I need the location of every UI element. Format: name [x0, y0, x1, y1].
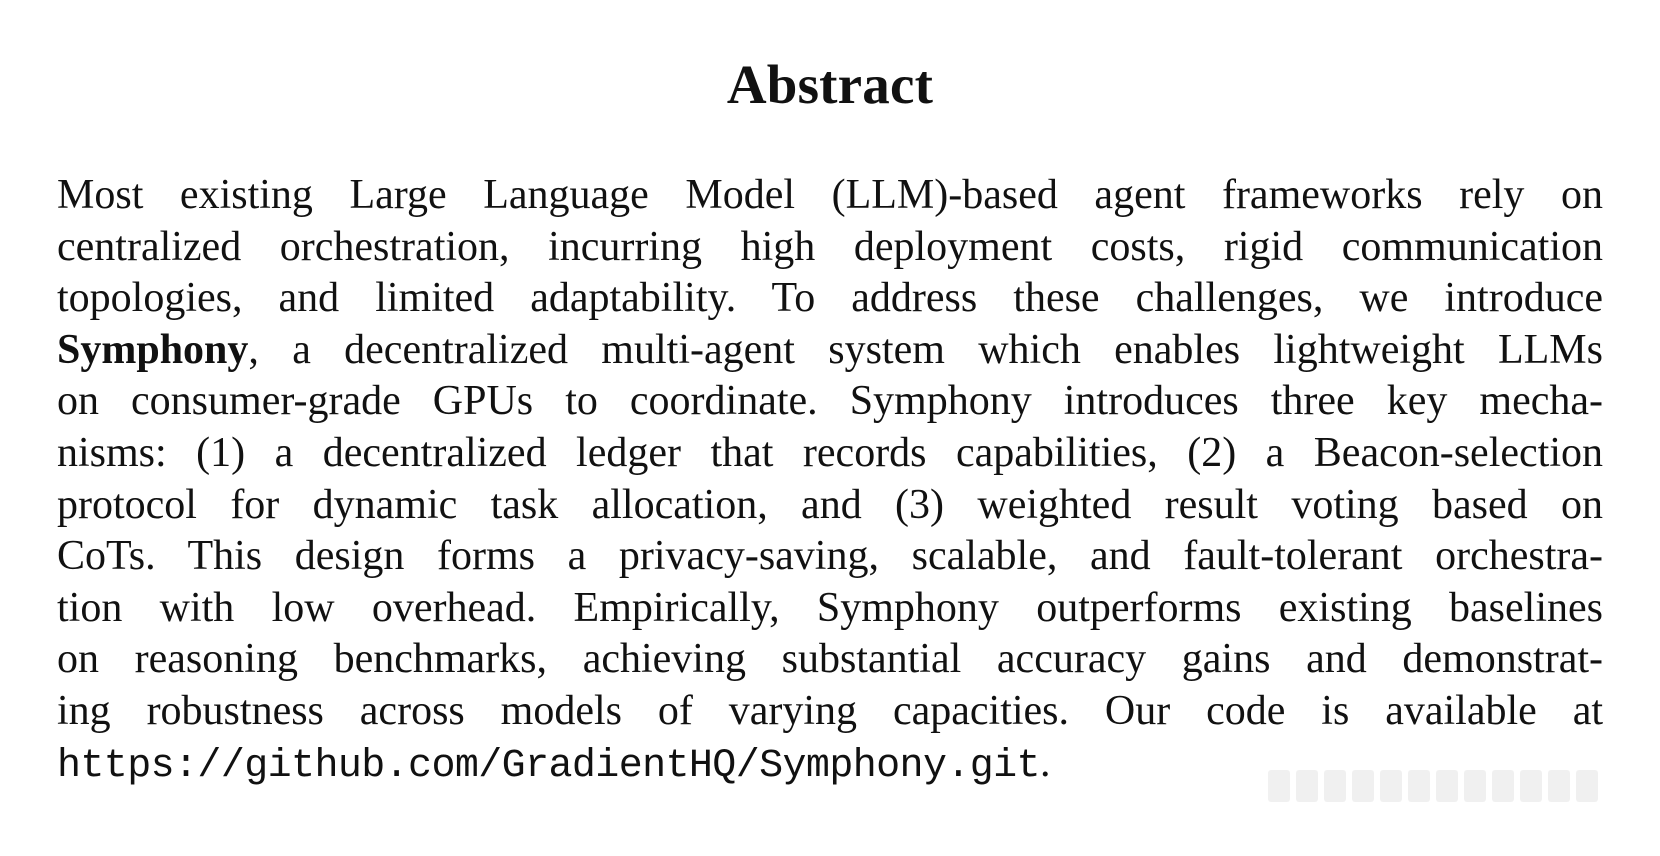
abstract-line-text: centralized orchestration, incurring high deployment costs, rigid communication [57, 223, 1603, 270]
abstract-heading: Abstract [726, 54, 934, 115]
watermark-mark [1520, 770, 1542, 802]
abstract-line-text: ing robustness across models of varying capacities. Our code is available at [57, 687, 1603, 734]
watermark-mark [1408, 770, 1430, 802]
abstract-body [57, 170, 1603, 789]
watermark-mark [1492, 770, 1514, 802]
abstract-line [57, 376, 1603, 428]
abstract-line [57, 325, 1603, 377]
watermark-mark [1548, 770, 1570, 802]
abstract-line-text: on consumer-grade GPUs to coordinate. Symphony introduces three key mecha- [57, 378, 1603, 425]
watermark-mark [1352, 770, 1374, 802]
abstract-line-text: nisms: (1) a decentralized ledger that records capabilities, (2) a Beacon-selection [57, 429, 1603, 476]
abstract-line [57, 480, 1603, 532]
watermark-mark [1324, 770, 1346, 802]
abstract-line-text: CoTs. This design forms a privacy-saving, scalable, and fault-tolerant orchestra- [57, 533, 1603, 580]
abstract-line-text: topologies, and limited adaptability. To address these challenges, we introduce [57, 275, 1603, 322]
abstract-line [57, 531, 1603, 583]
abstract-line [57, 583, 1603, 635]
watermark-mark [1296, 770, 1318, 802]
watermark-graphic [1268, 770, 1648, 816]
abstract-line [57, 686, 1603, 738]
abstract-line-text: protocol for dynamic task allocation, and (3) weighted result voting based on [57, 481, 1603, 528]
watermark-mark [1268, 770, 1290, 802]
watermark-mark [1576, 770, 1598, 802]
abstract-line-text: Most existing Large Language Model (LLM)-based agent frameworks rely on [57, 172, 1603, 218]
abstract-line [57, 634, 1603, 686]
watermark-mark [1380, 770, 1402, 802]
abstract-line-text: , a decentralized multi-agent system which enables lightweight LLMs [248, 326, 1603, 373]
system-name: Symphony [57, 326, 249, 373]
abstract-line [57, 273, 1603, 325]
abstract-line-text: on reasoning benchmarks, achieving substantial accuracy gains and demonstrat- [57, 636, 1603, 683]
code-url-link[interactable]: https://github.com/GradientHQ/Symphony.git [57, 743, 1040, 789]
abstract-line [57, 222, 1603, 274]
abstract-line [57, 170, 1603, 222]
abstract-line [57, 428, 1603, 480]
abstract-line-text: tion with low overhead. Empirically, Symphony outperforms existing baselines [57, 584, 1603, 631]
watermark-mark [1464, 770, 1486, 802]
abstract-line-text: . [1039, 739, 1051, 786]
watermark-mark [1436, 770, 1458, 802]
